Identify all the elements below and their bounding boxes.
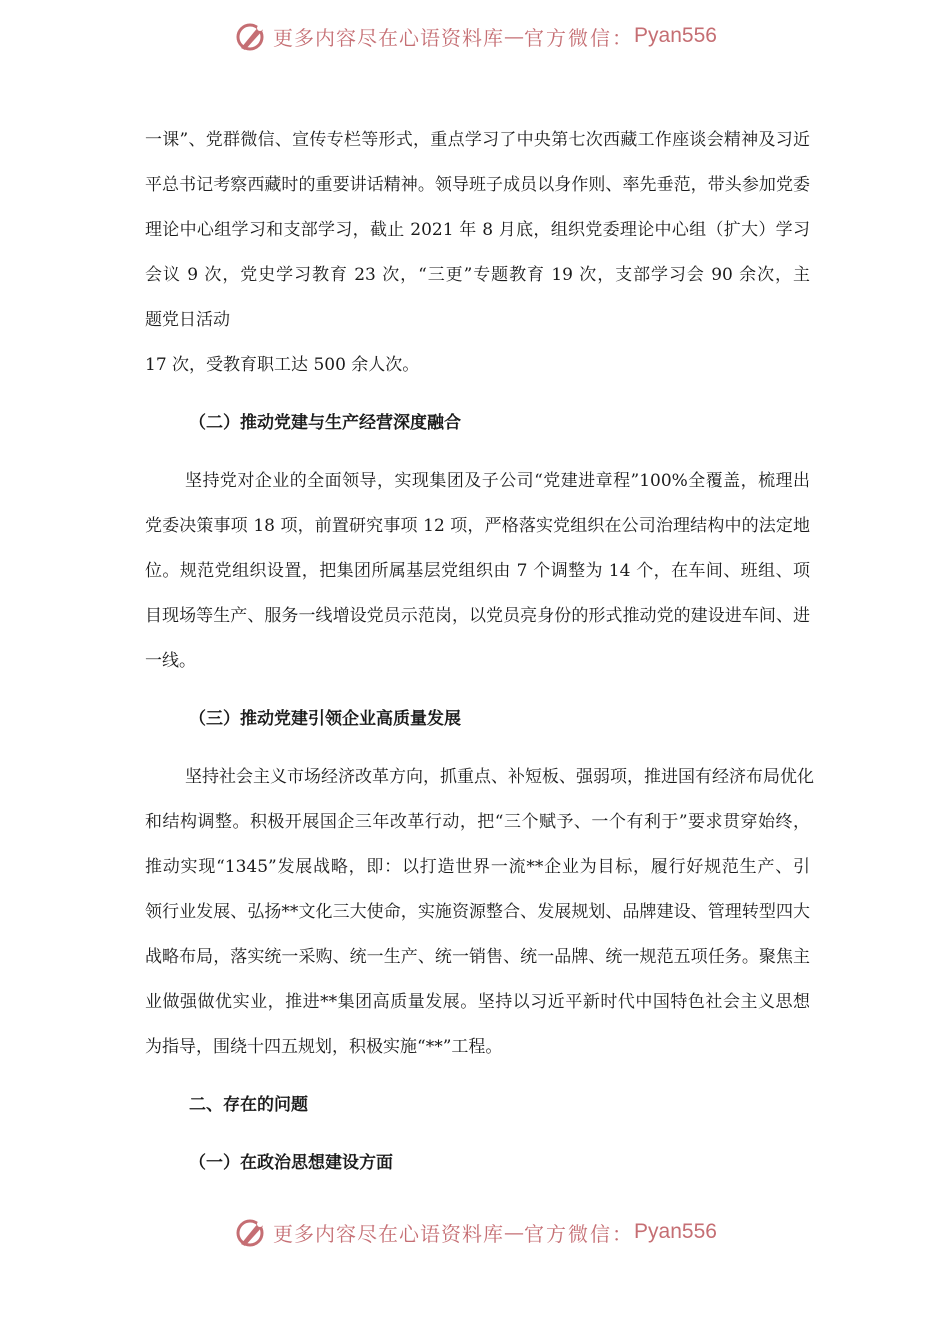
banner-label: 官方微信： [524, 1221, 635, 1246]
paragraph3-line: 业做强做优实业，推进**集团高质量发展。坚持以习近平新时代中国特色社会主义思想 [145, 992, 810, 1012]
banner-separator: — [504, 1220, 525, 1244]
paragraph2-line: 目现场等生产、服务一线增设党员示范岗，以党员亮身份的形式推动党的建设进车间、进 [145, 606, 810, 626]
banner-separator: — [504, 24, 525, 48]
banner-wechat-id: Pyan556 [634, 24, 717, 47]
paragraph3-line: 领行业发展、弘扬**文化三大使命，实施资源整合、发展规划、品牌建设、管理转型四大 [145, 902, 810, 922]
section-heading-3: （三）推动党建引领企业高质量发展 [189, 709, 461, 729]
paragraph2-line: 一线。 [145, 651, 196, 671]
section-heading-2: （二）推动党建与生产经营深度融合 [189, 413, 461, 433]
paragraph1-line: 平总书记考察西藏时的重要讲话精神。领导班子成员以身作则、率先垂范，带头参加党委 [145, 175, 810, 195]
banner-text: 更多内容尽在心语资料库 [273, 25, 505, 50]
paragraph2-line: 党委决策事项 18 项，前置研究事项 12 项，严格落实党组织在公司治理结构中的法定地 [145, 516, 810, 536]
paragraph3-line: 坚持社会主义市场经济改革方向，抓重点、补短板、强弱项，推进国有经济布局优化 [185, 767, 814, 787]
pen-logo-icon [233, 18, 269, 54]
banner-wechat-id: Pyan556 [634, 1220, 717, 1243]
header-banner [0, 16, 950, 56]
banner-label: 官方微信： [524, 25, 635, 50]
document-body [145, 118, 814, 1186]
paragraph1-line: 一课”、党群微信、宣传专栏等形式，重点学习了中央第七次西藏工作座谈会精神及习近 [145, 130, 810, 150]
paragraph1-line: 17 次，受教育职工达 500 余人次。 [145, 355, 420, 375]
paragraph3-line: 和结构调整。积极开展国企三年改革行动，把“三个赋予、一个有利于”要求贯穿始终， [145, 812, 810, 832]
paragraph1-line: 题党日活动 [145, 310, 230, 330]
paragraph3-line: 推动实现“1345”发展战略，即：以打造世界一流**企业为目标，履行好规范生产、引 [145, 857, 810, 877]
subsection-heading: （一）在政治思想建设方面 [189, 1153, 393, 1173]
paragraph2-line: 坚持党对企业的全面领导，实现集团及子公司“党建进章程”100%全覆盖，梳理出 [185, 471, 810, 491]
paragraph1-line: 理论中心组学习和支部学习，截止 2021 年 8 月底，组织党委理论中心组（扩大）学习 [145, 220, 810, 240]
pen-logo-icon [233, 1214, 269, 1250]
paragraph3-line: 为指导，围绕十四五规划，积极实施“**”工程。 [145, 1037, 503, 1057]
paragraph1-line: 会议 9 次，党史学习教育 23 次，“三更”专题教育 19 次，支部学习会 90 余次，主 [145, 265, 810, 285]
footer-banner [0, 1212, 950, 1252]
chapter-heading: 二、存在的问题 [189, 1095, 308, 1115]
banner-text: 更多内容尽在心语资料库 [273, 1221, 505, 1246]
paragraph2-line: 位。规范党组织设置，把集团所属基层党组织由 7 个调整为 14 个，在车间、班组、项 [145, 561, 810, 581]
paragraph3-line: 战略布局，落实统一采购、统一生产、统一销售、统一品牌、统一规范五项任务。聚焦主 [145, 947, 810, 967]
